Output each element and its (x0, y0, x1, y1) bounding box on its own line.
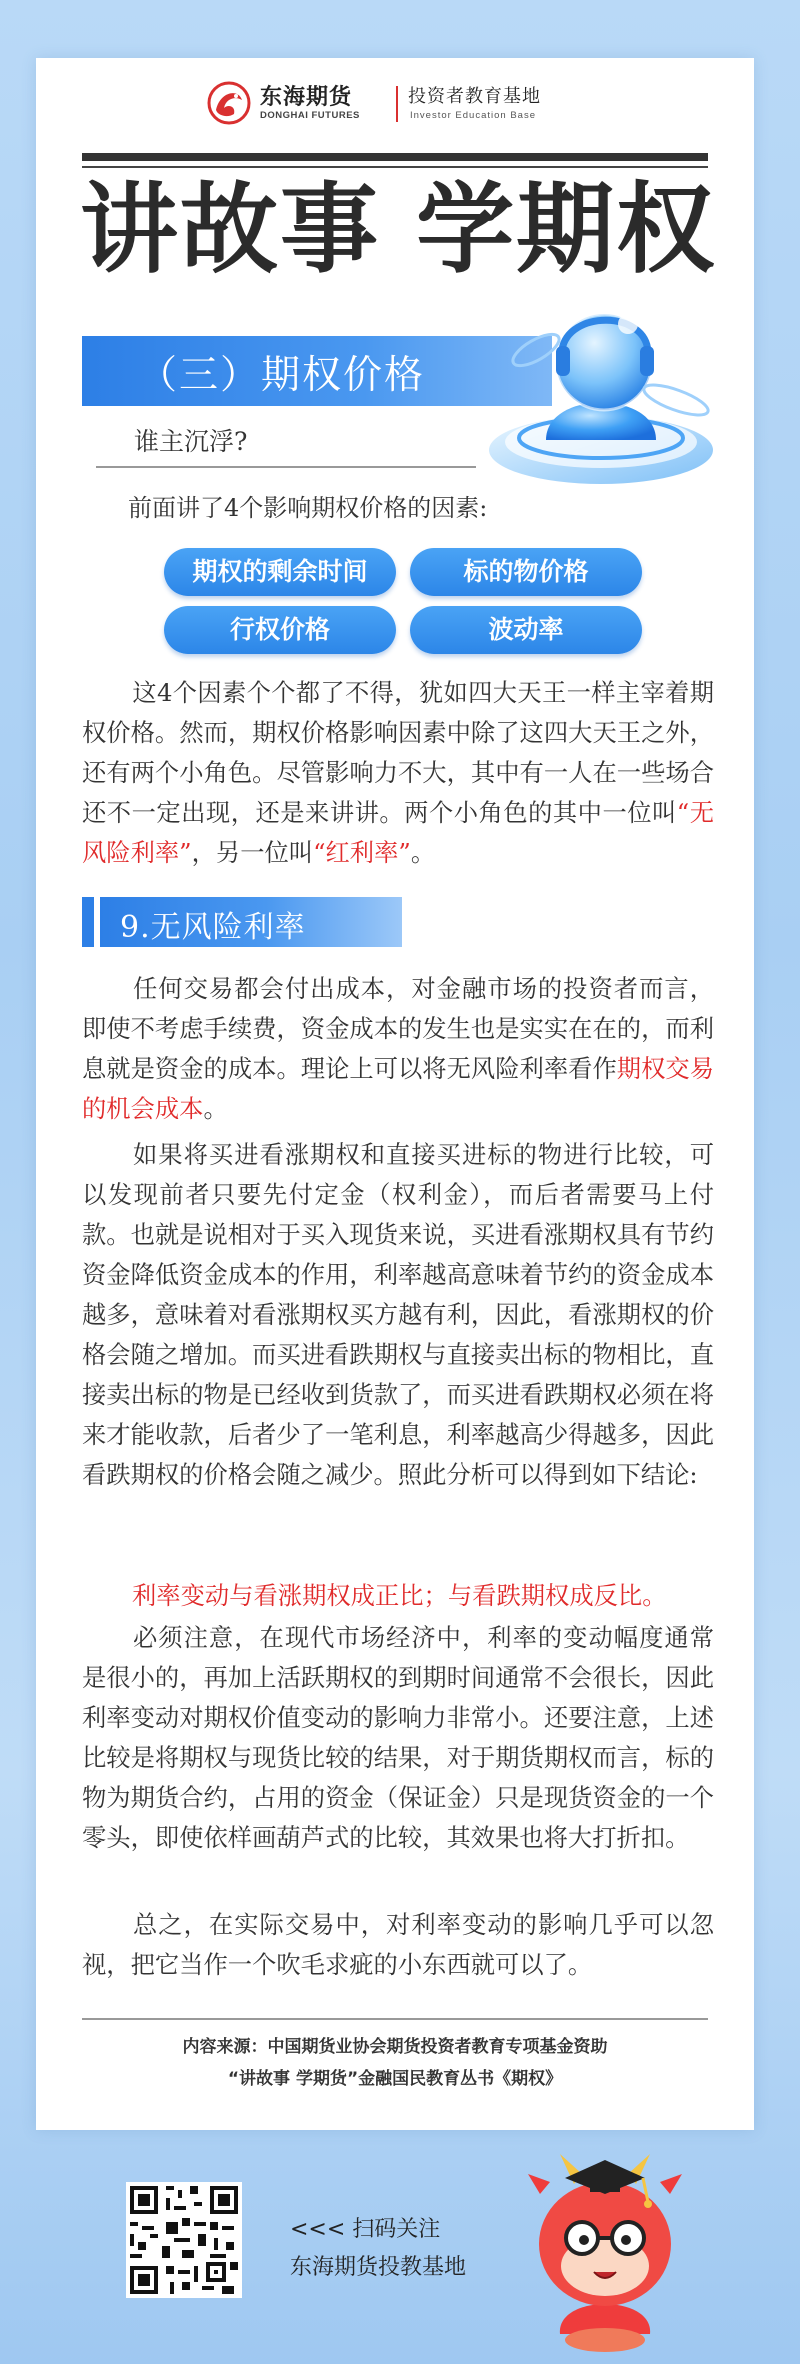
dragon-logo-icon (206, 80, 252, 126)
factor-pill: 期权的剩余时间 (164, 548, 396, 596)
title-rule-thin (82, 166, 708, 168)
subtitle-divider (96, 466, 476, 468)
source-line-1: 内容来源：中国期货业协会期货投资者教育专项基金资助 (182, 2037, 608, 2057)
section-subtitle: 谁主沉浮? (134, 427, 248, 456)
paragraph-text: 总之，在实际交易中，对利率变动的影响几乎可以忽视，把它当作一个吹毛求疵的小东西就可以了。 (82, 1910, 714, 1979)
source-line-2: “讲故事 学期货”金融国民教育丛书《期权》 (227, 2069, 563, 2089)
base-name-cn: 投资者教育基地 (408, 86, 541, 107)
paragraph-notes (82, 1618, 714, 1858)
highlight-text: 期权交易的机会成本 (82, 1054, 715, 1123)
highlight-text: “红利率” (313, 838, 411, 867)
base-name-en: Investor Education Base (410, 110, 536, 121)
conclusion-text (82, 1576, 714, 1616)
paragraph-text: 这4个因素个个都了不得，犹如四大天王一样主宰着期权价格。然而，期权价格影响因素中除了这四大天王之外，还有两个小角色。尽管影响力不大，其中有一人在一些场合还不一定出现，还是来讲讲。两个小角色的其中一位叫 (82, 678, 714, 827)
account-name: 东海期货投教基地 (290, 2255, 467, 2280)
brand-header (206, 80, 626, 134)
paragraph-summary (82, 1905, 714, 1985)
paragraph-text: ，另一位叫 (191, 838, 314, 867)
paragraph-text: 如果将买进看涨期权和直接买进标的物进行比较，可以发现前者只要先付定金（权利金），而后者需要马上付款。也就是说相对于买入现货来说，买进看涨期权具有节约资金降低资金成本的作用，利率越高意味着节约的资金成本越多，意味着对看涨期权买方越有利，因此，看涨期权的价格会随之增加。而买进看跌期权与直接卖出标的物相比，直接卖出标的物是已经收到货款了，而买进看跌期权必须在将来才能收款，后者少了一笔利息，利率越高少得越多，因此看跌期权的价格会随之减少。照此分析可以得到如下结论: (82, 1140, 714, 1489)
paragraph-text: 。 (203, 1094, 228, 1123)
conclusion-label: 利率变动与看涨期权成正比；与看跌期权成反比。 (132, 1581, 667, 1610)
scan-prompt: <<< 扫码关注 (290, 2217, 441, 2242)
paragraph-intro (82, 673, 714, 873)
factor-pill: 标的物价格 (410, 548, 642, 596)
page-title: 讲故事 学期权 (80, 173, 717, 287)
paragraph-text: 任何交易都会付出成本，对金融市场的投资者而言，即使不考虑手续费，资金成本的发生也是实实在在的，而利息就是资金的成本。理论上可以将无风险利率看作 (82, 974, 714, 1083)
paragraph-cost (82, 969, 714, 1129)
paragraph-text: 。 (410, 838, 436, 867)
factor-pill: 波动率 (410, 606, 642, 654)
dragon-mascot-icon (520, 2134, 690, 2354)
paragraph-text: 必须注意，在现代市场经济中，利率的变动幅度通常是很小的，再加上活跃期权的到期时间通常不会很长，因此利率变动对期权价值变动的影响力非常小。还要注意，上述比较是将期权与现货比较的结果，对于期货期权而言，标的物为期货合约，占用的资金（保证金）只是现货资金的一个零头，即使依样画葫芦式的比较，其效果也将大打折扣。 (82, 1623, 714, 1852)
qr-code-icon[interactable] (126, 2182, 242, 2298)
factor-pill: 行权价格 (164, 606, 396, 654)
paragraph-comparison (82, 1135, 714, 1495)
subheading-bar (82, 897, 94, 947)
highlight-text: “无风险利率” (82, 798, 715, 867)
title-rule-thick (82, 153, 708, 161)
brand-name-en: DONGHAI FUTURES (260, 110, 360, 121)
subheading (82, 897, 402, 947)
logo-divider (396, 86, 398, 122)
section-intro: 前面讲了4个影响期权价格的因素: (128, 494, 488, 522)
brand-name-cn: 东海期货 (260, 85, 353, 110)
article-card (36, 58, 754, 2130)
subheading-label: 9.无风险利率 (120, 910, 306, 945)
robot-mascot-icon (476, 290, 726, 500)
section-banner-label: （三）期权价格 (138, 353, 426, 398)
source-divider (82, 2018, 708, 2020)
